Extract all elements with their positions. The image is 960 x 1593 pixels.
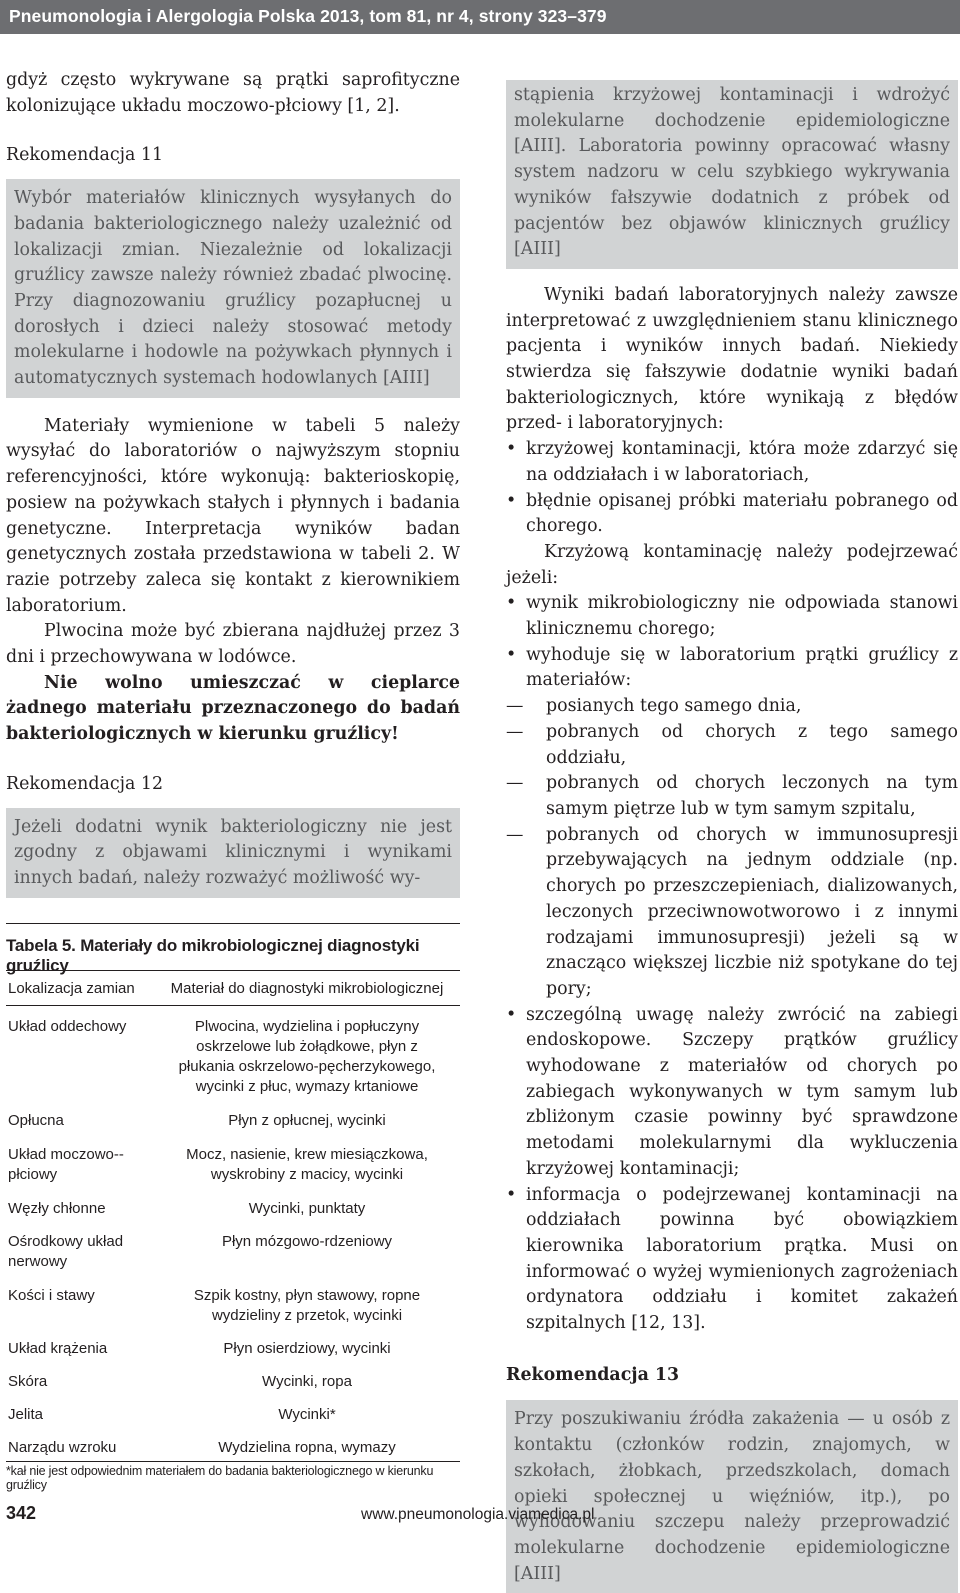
recommendation-12-text-continued: stąpienia krzyżowej kontaminacji i wdrożyć molekularne dochodzenie epidemiologiczne [AIII]. Laboratoria powinny opracować własny system nadzoru w celu szybkiego wykrywania wyników fałszywie dodatnich z próbek od pacjentów bez objawów klinicznych gruźlicy [AIII] bbox=[514, 85, 950, 260]
table-cell-material: Płyn z opłucnej, wycinki bbox=[228, 1112, 386, 1129]
journal-header-bar bbox=[0, 0, 960, 34]
recommendation-12-text: Jeżeli dodatni wynik bakteriologiczny nie jest zgodny z objawami klinicznymi i wynikami innych badań, należy rozważyć możliwość wy- bbox=[14, 816, 452, 888]
table-cell-material: Wydzielina ropna, wymazy bbox=[218, 1439, 396, 1456]
recommendation-11-heading: Rekomendacja 11 bbox=[6, 145, 164, 166]
list-item: • szczególną uwagę należy zwrócić na zabiegi endoskopowe. Szczepy prątków gruźlicy wyhodowane z materiałów od chorych po zabiegach wykonywanych w tym samym lub zbliżonym czasie powinny być sprawdzone metodami molekularnymi dla wykluczenia krzyżowej kontaminacji; bbox=[506, 1003, 958, 1183]
table-header-row bbox=[6, 970, 460, 1006]
error-sources-list bbox=[506, 437, 958, 540]
table-cell-location: Opłucna bbox=[8, 1112, 64, 1129]
table-cell-location: Ośrodkowy układ nerwowy bbox=[8, 1233, 124, 1270]
contamination-criteria-list bbox=[506, 591, 958, 694]
recommendation-13-box bbox=[506, 1400, 958, 1593]
table-cell-location: Układ krążenia bbox=[8, 1340, 108, 1357]
recommendation-13-heading: Rekomendacja 13 bbox=[506, 1364, 680, 1385]
additional-criteria-list bbox=[506, 1003, 958, 1337]
table-cell-location: Kości i stawy bbox=[8, 1287, 95, 1304]
materials-paragraph: Materiały wymienione w tabeli 5 należy wysyłać do laboratoriów o najwyższym stopniu referencyjności, które wykonują: bakterioskopię, posiew na pożywkach stałych i płynnych i badania genetyczne. Interpretacja wyników badan genetycznych została przedstawiona w tabeli 2. W razie potrzeby zaleca się kontakt z kierownikiem laboratorium. bbox=[6, 415, 460, 616]
table-row bbox=[6, 1405, 460, 1425]
list-item: — pobranych od chorych w immunosupresji przebywających na jednym oddziale (np. chorych po przeszczepieniach, dializowanych, leczonych przeciwnowotworowo i z innymi rodzajami immunosupresji) jeżeli są w znacząco większej liczbie niż spotykane do tej pory; bbox=[506, 823, 958, 1003]
table-row bbox=[6, 1438, 460, 1458]
table-cell-material: Plwocina, wydzielina i popłuczyny oskrzelowe lub żołądkowe, płyn z płukania oskrzelowo-pęcherzykowego, wycinki z płuc, wymazy krtaniowe bbox=[178, 1018, 436, 1095]
right-column bbox=[506, 80, 958, 1593]
table-cell-material: Szpik kostny, płyn stawowy, ropne wydzieliny z przetok, wycinki bbox=[193, 1287, 421, 1324]
journal-url: www.pneumonologia.viamedica.pl bbox=[361, 1506, 595, 1523]
table-body bbox=[6, 1006, 460, 1458]
journal-header-text: Pneumonologia i Alergologia Polska 2013, tom 81, nr 4, strony 323–379 bbox=[9, 6, 607, 26]
recommendation-12-box-continued bbox=[506, 80, 958, 269]
list-item: — pobranych od chorych z tego samego oddziału, bbox=[506, 720, 958, 771]
recommendation-13-text: Przy poszukiwaniu źródła zakażenia — u osób z kontaktu (członków rodzin, znajomych, w szkołach, żłobkach, przedszkolach, domach opieki społecznej u więźniów, itp.), po wyhodowaniu szczepu należy przeprowadzić molekularne dochodzenie epidemiologiczne [AIII] bbox=[514, 1409, 950, 1584]
table-cell-location: Układ moczowo--płciowy bbox=[8, 1146, 124, 1183]
incubator-warning: Nie wolno umieszczać w cieplarce żadnego materiału przeznaczonego do badań bakteriologicznych w kierunku gruźlicy! bbox=[6, 672, 460, 745]
page-number: 342 bbox=[6, 1503, 37, 1523]
recommendation-12-box bbox=[6, 808, 460, 898]
list-item: • wyhoduje się w laboratorium prątki gruźlicy z materiałów: bbox=[506, 643, 958, 694]
table-cell-location: Układ oddechowy bbox=[8, 1018, 127, 1035]
table-title: Tabela 5. Materiały do mikrobiologicznej diagnostyki gruźlicy bbox=[6, 936, 420, 975]
table-cell-location: Skóra bbox=[8, 1373, 48, 1390]
list-item: • krzyżowej kontaminacji, która może zdarzyć się na oddziałach i w laboratoriach, bbox=[506, 437, 958, 488]
table-cell-material: Wycinki* bbox=[278, 1406, 336, 1423]
table-cell-material: Mocz, nasienie, krew miesiączkowa, wyskrobiny z macicy, wycinki bbox=[186, 1146, 428, 1183]
left-column bbox=[6, 68, 460, 898]
table-row bbox=[6, 1339, 460, 1359]
table-row bbox=[6, 1111, 460, 1131]
table-row bbox=[6, 1372, 460, 1392]
list-item: — pobranych od chorych leczonych na tym samym piętrze lub w tym samym szpitalu, bbox=[506, 771, 958, 822]
interpretation-paragraph: Wyniki badań laboratoryjnych należy zawsze interpretować z uwzględnieniem stanu klinicznego pacjenta i wyników innych badań. Niekiedy stwierdza się fałszywie dodatnie wyniki badań bakteriologicznych, które wynikają z błędów przed- i laboratoryjnych: bbox=[506, 284, 958, 434]
recommendation-11-box bbox=[6, 179, 460, 398]
table-row bbox=[6, 1145, 460, 1185]
cross-contamination-paragraph: Krzyżową kontaminację należy podejrzewać jeżeli: bbox=[506, 541, 958, 588]
recommendation-12-heading: Rekomendacja 12 bbox=[6, 773, 164, 794]
list-item: • informacja o podejrzewanej kontaminacji na oddziałach powinna być obowiązkiem kierownika laboratorium prątka. Musi on informować o wyżej wymienionych zagrożeniach ordynatora oddziału i komitet zakażeń szpitalnych [12, 13]. bbox=[506, 1183, 958, 1337]
table-cell-material: Wycinki, ropa bbox=[262, 1373, 352, 1390]
sputum-paragraph: Plwocina może być zbierana najdłużej przez 3 dni i przechowywana w lodówce. bbox=[6, 621, 460, 668]
table-5 bbox=[6, 923, 460, 1492]
table-header-material: Materiał do diagnostyki mikrobiologicznej bbox=[170, 979, 444, 997]
table-cell-material: Płyn osierdziowy, wycinki bbox=[223, 1340, 391, 1357]
materials-dash-list bbox=[506, 694, 958, 1002]
table-footnote: *kał nie jest odpowiednim materiałem do badania bakteriologicznego w kierunku gruźlicy bbox=[6, 1461, 460, 1492]
table-row bbox=[6, 1199, 460, 1219]
list-item: • wynik mikrobiologiczny nie odpowiada stanowi klinicznemu chorego; bbox=[506, 591, 958, 642]
table-cell-location: Węzły chłonne bbox=[8, 1200, 106, 1217]
table-row bbox=[6, 1232, 460, 1272]
table-row bbox=[6, 1286, 460, 1326]
intro-paragraph: gdyż często wykrywane są prątki saprofityczne kolonizujące układu moczowo-płciowy [1, 2]. bbox=[6, 70, 460, 116]
list-item: • błędnie opisanej próbki materiału pobranego od chorego. bbox=[506, 489, 958, 540]
table-cell-material: Wycinki, punktaty bbox=[248, 1200, 366, 1217]
table-header-location: Lokalizacja zamian bbox=[8, 979, 135, 997]
list-item: — posianych tego samego dnia, bbox=[506, 694, 958, 720]
table-row bbox=[6, 1017, 460, 1097]
table-cell-location: Jelita bbox=[8, 1406, 44, 1423]
table-cell-location: Narządu wzroku bbox=[8, 1439, 117, 1456]
recommendation-11-text: Wybór materiałów klinicznych wysyłanych do badania bakteriologicznego należy uzależnić od lokalizacji zmian. Niezależnie od lokalizacji gruźlicy zawsze należy również zbadać plwocinę. Przy diagnozowaniu gruźlicy pozapłucnej u dorosłych i dzieci należy stosować metody molekularne i hodowle na pożywkach płynnych i automatycznych systemach hodowlanych [AIII] bbox=[14, 188, 452, 389]
table-cell-material: Płyn mózgowo-rdzeniowy bbox=[221, 1233, 393, 1250]
